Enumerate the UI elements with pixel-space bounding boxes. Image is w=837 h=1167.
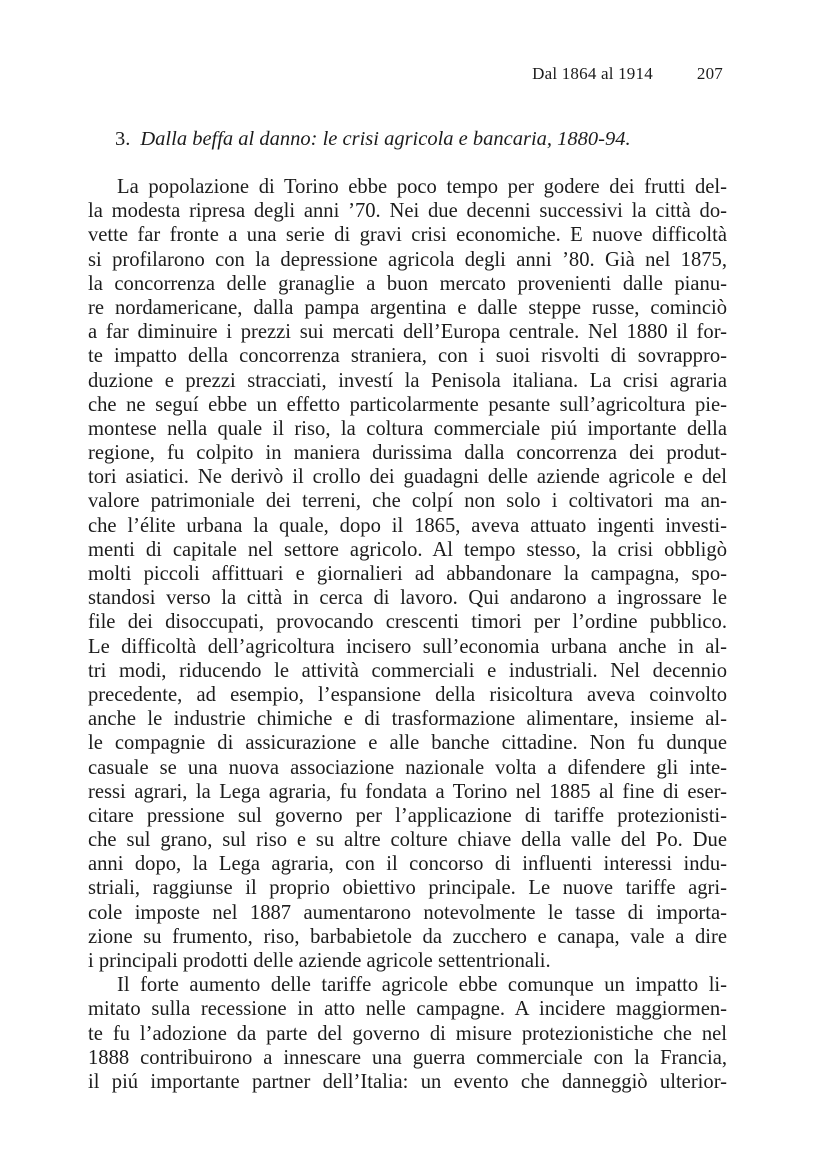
text-line: striali, raggiunse il proprio obiettivo principale. Le nuove tariffe agri- <box>88 877 727 900</box>
text-line: che l’élite urbana la quale, dopo il 1865, aveva attuato ingenti investi- <box>88 514 727 537</box>
text-line: re nordamericane, dalla pampa argentina e dalle steppe russe, cominciò <box>88 296 727 319</box>
section-number: 3. <box>115 128 131 150</box>
text-line: 1888 contribuirono a innescare una guerra commerciale con la Francia, <box>88 1046 727 1069</box>
body-text <box>88 175 727 1094</box>
text-line: standosi verso la città in cerca di lavoro. Qui andarono a ingrossare le <box>88 587 727 610</box>
text-line: molti piccoli affittuari e giornalieri ad abbandonare la campagna, spo- <box>88 563 727 585</box>
text-line: a far diminuire i prezzi sui mercati dell’Europa centrale. Nel 1880 il for- <box>88 321 727 344</box>
text-line: cole imposte nel 1887 aumentarono notevolmente le tasse di importa- <box>88 901 727 924</box>
text-line: il piú importante partner dell’Italia: un evento che danneggiò ulterior- <box>88 1070 727 1093</box>
text-line: che sul grano, sul riso e su altre colture chiave della valle del Po. Due <box>88 829 727 852</box>
text-line: file dei disoccupati, provocando crescenti timori per l’ordine pubblico. <box>88 611 727 634</box>
text-line: regione, fu colpito in maniera durissima dalla concorrenza dei produt- <box>88 442 727 465</box>
text-line: i principali prodotti delle aziende agricole settentrionali. <box>88 950 551 972</box>
page-number: 207 <box>696 64 723 83</box>
text-line: tori asiatici. Ne derivò il crollo dei guadagni delle aziende agricole e del <box>88 466 727 489</box>
text-line: anche le industrie chimiche e di trasformazione alimentare, insieme al- <box>88 708 727 731</box>
text-line: montese nella quale il riso, la coltura commerciale piú importante della <box>88 417 727 440</box>
text-line: valore patrimoniale dei terreni, che colpí non solo i coltivatori ma an- <box>88 490 727 513</box>
section-heading <box>115 128 631 151</box>
text-line: citare pressione sul governo per l’applicazione di tariffe protezionisti- <box>88 804 727 827</box>
text-line: si profilarono con la depressione agricola degli anni ’80. Già nel 1875, <box>88 248 727 271</box>
section-title: Dalla beffa al danno: le crisi agricola e bancaria, 1880-94. <box>140 128 631 150</box>
text-line: Le difficoltà dell’agricoltura incisero sull’economia urbana anche in al- <box>88 635 727 658</box>
text-line: precedente, ad esempio, l’espansione della risicoltura aveva coinvolto <box>88 683 727 706</box>
text-line: te fu l’adozione da parte del governo di misure protezionistiche che nel <box>88 1022 727 1045</box>
text-line: la concorrenza delle granaglie a buon mercato provenienti dalle pianu- <box>88 272 727 295</box>
book-page <box>88 0 729 1167</box>
text-line: che ne seguí ebbe un effetto particolarmente pesante sull’agricoltura pie- <box>88 393 727 416</box>
running-head <box>532 64 723 84</box>
text-line: la modesta ripresa degli anni ’70. Nei due decenni successivi la città do- <box>88 200 727 223</box>
text-line: casuale se una nuova associazione nazionale volta a difendere gli inte- <box>88 756 727 779</box>
text-line: zione su frumento, riso, barbabietole da zucchero e canapa, vale a dire <box>88 925 727 948</box>
text-line: menti di capitale nel settore agricolo. Al tempo stesso, la crisi obbligò <box>88 538 727 561</box>
text-line: le compagnie di assicurazione e alle banche cittadine. Non fu dunque <box>88 732 727 755</box>
text-line: mitato sulla recessione in atto nelle campagne. A incidere maggiormen- <box>88 998 727 1021</box>
text-line: ressi agrari, la Lega agraria, fu fondata a Torino nel 1885 al fine di eser- <box>88 780 727 803</box>
text-line: La popolazione di Torino ebbe poco tempo per godere dei frutti del- <box>117 176 727 198</box>
text-line: tri modi, riducendo le attività commerciali e industriali. Nel decennio <box>88 659 727 682</box>
text-line: te impatto della concorrenza straniera, con i suoi risvolti di sovrappro- <box>88 345 727 368</box>
text-line: anni dopo, la Lega agraria, con il concorso di influenti interessi indu- <box>88 853 727 876</box>
running-head-title: Dal 1864 al 1914 <box>532 64 653 83</box>
text-line: duzione e prezzi stracciati, investí la Penisola italiana. La crisi agraria <box>88 369 727 392</box>
text-line: vette far fronte a una serie di gravi crisi economiche. E nuove difficoltà <box>88 224 727 247</box>
text-line: Il forte aumento delle tariffe agricole ebbe comunque un impatto li- <box>117 974 727 997</box>
